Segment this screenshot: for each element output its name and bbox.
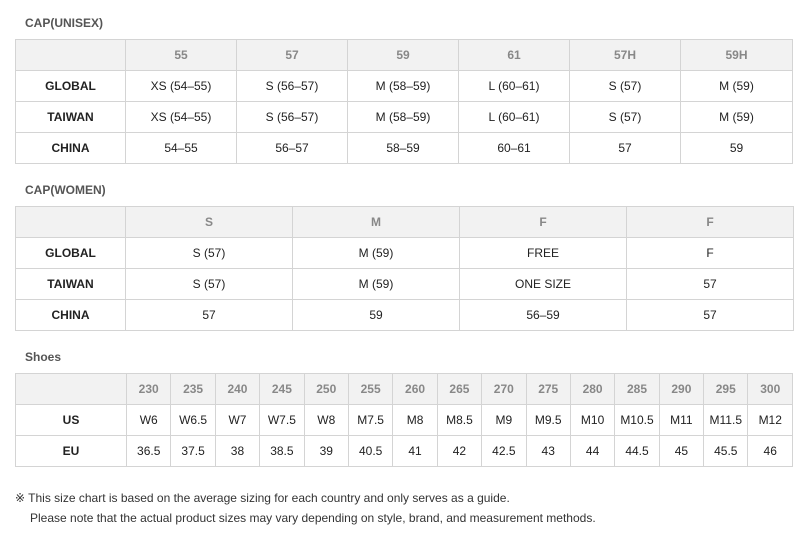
column-header: 57: [237, 40, 348, 71]
column-header: 295: [704, 374, 748, 405]
table-row: [16, 405, 793, 436]
table-cell: XS (54–55): [126, 71, 237, 102]
row-label: CHINA: [16, 300, 126, 331]
column-header: 265: [437, 374, 481, 405]
column-header: 260: [393, 374, 437, 405]
table-cell: S (57): [126, 238, 293, 269]
table-cell: F: [627, 238, 794, 269]
column-header: 240: [215, 374, 259, 405]
table-cell: M (58–59): [348, 71, 459, 102]
column-header: 255: [348, 374, 392, 405]
note-line-1: ※ This size chart is based on the average sizing for each country and only serves as a guide.: [15, 491, 510, 505]
column-header: 230: [127, 374, 171, 405]
table-corner-cell: [16, 207, 126, 238]
table-cell: W7.5: [260, 405, 304, 436]
column-header: F: [460, 207, 627, 238]
table-cell: M (59): [681, 102, 793, 133]
column-header: 300: [748, 374, 793, 405]
table-cell: 38.5: [260, 436, 304, 467]
table-cell: S (56–57): [237, 71, 348, 102]
column-header: 55: [126, 40, 237, 71]
table-row: [16, 133, 793, 164]
table-cell: L (60–61): [459, 71, 570, 102]
table-cell: L (60–61): [459, 102, 570, 133]
column-header: 290: [659, 374, 703, 405]
column-header: 59H: [681, 40, 793, 71]
row-label: GLOBAL: [16, 71, 126, 102]
table-row: [16, 71, 793, 102]
table-header-row: [16, 40, 793, 71]
table-cell: 57: [627, 300, 794, 331]
shoes-title: Shoes: [25, 350, 62, 364]
row-label: TAIWAN: [16, 269, 126, 300]
table-cell: W7: [215, 405, 259, 436]
table-cell: M9: [482, 405, 526, 436]
row-label: US: [16, 405, 127, 436]
column-header: 59: [348, 40, 459, 71]
table-cell: 44.5: [615, 436, 659, 467]
table-cell: 60–61: [459, 133, 570, 164]
table-cell: M (59): [293, 269, 460, 300]
table-cell: M10: [570, 405, 614, 436]
table-cell: 40.5: [348, 436, 392, 467]
table-cell: W6.5: [171, 405, 215, 436]
column-header: 250: [304, 374, 348, 405]
table-header-row: [16, 207, 794, 238]
column-header: 245: [260, 374, 304, 405]
table-cell: M12: [748, 405, 793, 436]
table-cell: M8.5: [437, 405, 481, 436]
table-cell: 39: [304, 436, 348, 467]
table-cell: 42.5: [482, 436, 526, 467]
column-header: 280: [570, 374, 614, 405]
column-header: 57H: [570, 40, 681, 71]
table-cell: 57: [126, 300, 293, 331]
column-header: 275: [526, 374, 570, 405]
table-cell: 37.5: [171, 436, 215, 467]
table-cell: M (59): [293, 238, 460, 269]
table-row: [16, 436, 793, 467]
cap-unisex-table: [15, 39, 793, 164]
table-cell: 56–59: [460, 300, 627, 331]
table-cell: 59: [293, 300, 460, 331]
table-cell: S (57): [126, 269, 293, 300]
column-header: F: [627, 207, 794, 238]
table-cell: M9.5: [526, 405, 570, 436]
table-cell: XS (54–55): [126, 102, 237, 133]
table-cell: 42: [437, 436, 481, 467]
table-cell: 41: [393, 436, 437, 467]
row-label: EU: [16, 436, 127, 467]
table-row: [16, 269, 794, 300]
table-cell: 56–57: [237, 133, 348, 164]
column-header: 61: [459, 40, 570, 71]
cap-women-table: [15, 206, 794, 331]
table-corner-cell: [16, 374, 127, 405]
table-cell: 46: [748, 436, 793, 467]
table-cell: W8: [304, 405, 348, 436]
row-label: CHINA: [16, 133, 126, 164]
table-row: [16, 102, 793, 133]
size-chart-notes: [15, 488, 596, 528]
table-cell: 38: [215, 436, 259, 467]
table-cell: 44: [570, 436, 614, 467]
table-cell: M8: [393, 405, 437, 436]
table-cell: M (59): [681, 71, 793, 102]
table-cell: M7.5: [348, 405, 392, 436]
note-line-2: Please note that the actual product sizes may vary depending on style, brand, and measurement methods.: [30, 511, 596, 525]
column-header: 285: [615, 374, 659, 405]
column-header: M: [293, 207, 460, 238]
table-cell: M11.5: [704, 405, 748, 436]
table-cell: ONE SIZE: [460, 269, 627, 300]
column-header: 270: [482, 374, 526, 405]
table-cell: 43: [526, 436, 570, 467]
table-cell: W6: [127, 405, 171, 436]
table-cell: 45.5: [704, 436, 748, 467]
table-cell: 57: [570, 133, 681, 164]
column-header: 235: [171, 374, 215, 405]
table-header-row: [16, 374, 793, 405]
shoes-table: [15, 373, 793, 467]
table-cell: S (57): [570, 71, 681, 102]
table-cell: M11: [659, 405, 703, 436]
row-label: GLOBAL: [16, 238, 126, 269]
table-cell: M10.5: [615, 405, 659, 436]
table-cell: FREE: [460, 238, 627, 269]
row-label: TAIWAN: [16, 102, 126, 133]
table-cell: 36.5: [127, 436, 171, 467]
table-cell: 57: [627, 269, 794, 300]
table-cell: 59: [681, 133, 793, 164]
cap-women-title: CAP(WOMEN): [25, 183, 106, 197]
table-cell: S (57): [570, 102, 681, 133]
table-cell: S (56–57): [237, 102, 348, 133]
table-cell: 45: [659, 436, 703, 467]
table-row: [16, 238, 794, 269]
table-row: [16, 300, 794, 331]
column-header: S: [126, 207, 293, 238]
table-cell: 54–55: [126, 133, 237, 164]
table-cell: 58–59: [348, 133, 459, 164]
table-cell: M (58–59): [348, 102, 459, 133]
table-corner-cell: [16, 40, 126, 71]
cap-unisex-title: CAP(UNISEX): [25, 16, 104, 30]
